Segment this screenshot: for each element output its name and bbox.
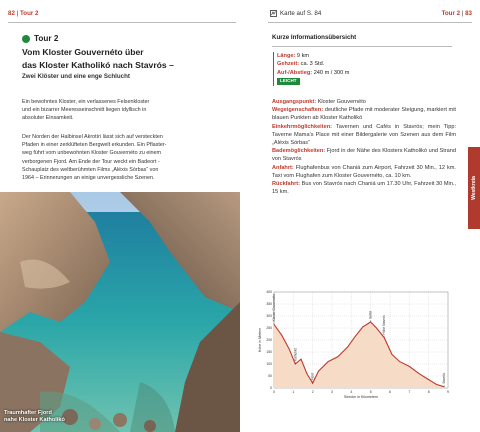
left-page-number: 82 [8,10,15,17]
map-icon [270,10,277,17]
detail-key: Einkehrmöglichkeiten: [272,123,332,130]
x-tick-label: 3 [331,390,333,394]
elevation-point [301,359,302,360]
elevation-point [318,371,319,372]
fact-value: ca. 3 Std. [300,61,325,68]
left-page-header [8,10,38,17]
x-tick-label: 2 [311,390,314,394]
elevation-point [337,356,338,357]
fact-time [277,60,349,68]
detail-value: Fjord in der Nähe des Klosters Katholikó und Strand von Stavrós [272,148,456,163]
y-tick-label: 100 [266,362,272,367]
annotation-label: Stavrós [442,372,447,384]
detail-value: Tavernen und Cafés in Stavrós; mein Tipp: Taverne Mama’s Place mit einer Bildergalerie von Szenen aus dem Film „Aléxis Sórbas“ [272,123,457,147]
lead-line: und ein bizarrer Meeresseinschnitt liegen idyllisch in [22,107,147,114]
left-header-label: Tour 2 [19,10,39,17]
x-tick-label: 0 [273,390,275,394]
x-tick-label: 9 [447,390,449,394]
green-dot-icon [22,35,30,43]
y-tick-label: 300 [266,314,272,319]
x-tick-labels [273,390,449,394]
x-tick-label: 5 [369,390,372,394]
fact-key: Gehzeit: [277,61,300,68]
annotation-label: Kloster Gouvernéto [272,293,276,322]
y-tick-label: 0 [270,386,272,391]
elevation-point [391,354,392,355]
tour-subtitle: Zwei Klöster und eine enge Schlucht [22,73,130,80]
detail-value: Bus von Stavrós nach Chaniá um 17.30 Uhr, Fahrzeit 30 Min., 15 km. [272,181,456,196]
detail-key: Wegeigenschaften: [272,107,324,114]
tour-label [22,34,58,43]
right-page-number: 83 [465,10,472,17]
detail-key: Rückfahrt: [272,181,300,188]
fact-key: Auf-/Abstieg: [277,69,313,76]
caption-line-1: Traumhafter Fjord [4,410,52,416]
lead-paragraph [22,98,227,123]
x-axis-label: Strecke in Kilometern [343,395,379,399]
body-line: 1964 – Erinnerungen an einige unvergessliche Szenen. [22,175,155,182]
detail-bathing [272,147,456,163]
elevation-point [376,328,377,329]
lead-line: absoluter Einsamkeit. [22,115,74,122]
detail-key: Bademöglichkeiten: [272,148,326,155]
detail-return [272,180,456,196]
x-tick-label: 7 [408,390,411,394]
map-reference [270,10,321,17]
body-line: weg führt vom unbewohnten Kloster Gouvernéto zu einem [22,150,162,157]
elevation-point [362,326,363,327]
elevation-point [328,361,329,362]
header-rule [8,22,236,23]
tour-details [272,98,456,196]
annotation-label: Fjord [310,372,315,381]
body-paragraph [22,133,227,182]
elevation-point [281,335,282,336]
detail-value: deutliche Pfade mit moderater Steigung, markiert mit blauen Punkten ab Kloster Katholikó [272,107,456,122]
photo-caption [4,410,65,424]
region-tab[interactable] [468,147,480,229]
info-heading: Kurze Informationsübersicht [272,34,357,41]
detail-value: Kloster Gouvernéto [317,99,366,105]
key-facts [273,52,349,86]
fact-key: Länge: [277,53,296,59]
detail-paths [272,106,456,122]
body-line: Pfaden in einer zerklüfteten Bergwelt erkunden. Ein Pflaster- [22,142,167,149]
detail-stops [272,123,456,148]
fact-ascent [277,69,349,77]
y-tick-label: 400 [266,290,272,295]
annotation-label: Katholikó [293,347,298,361]
annotation-label: Höhe Stavrós [382,315,387,335]
x-tick-label: 4 [350,390,353,394]
elevation-point [419,373,420,374]
elevation-profile-chart [258,286,456,406]
elevation-point [436,384,437,385]
right-page-header [442,10,472,17]
elevation-point [306,373,307,374]
y-tick-label: 250 [266,326,272,331]
x-tick-label: 6 [389,390,391,394]
region-tab-label: Westkreta [471,176,477,200]
detail-start [272,98,456,106]
fact-length [277,52,349,60]
body-line: Der Norden der Halbinsel Akrotíri lässt sich auf versteckten [22,134,163,140]
y-tick-label: 350 [266,302,272,307]
elevation-point [399,361,400,362]
y-axis-label: Höhe in Metern [258,327,262,353]
lead-line: Ein bewohntes Kloster, ein verlassenes Felsenkloster [22,99,150,105]
elevation-point [347,347,348,348]
info-rule [272,46,452,47]
elevation-point [355,336,356,337]
elevation-point [428,379,429,380]
fact-value: 240 m / 300 m [313,69,350,76]
fjord-photo [0,192,240,432]
y-tick-label: 150 [266,350,272,355]
fact-value: 9 km [296,53,310,59]
annotation-label: Sattel [368,310,373,319]
body-line: verborgenen Fjord. Am Ende der Tour weckt ein Badeort - [22,158,160,165]
tour-title [22,46,227,72]
title-line-2: das Kloster Katholikó nach Stavrós – [22,60,174,71]
y-tick-label: 200 [266,338,272,343]
elevation-point [289,349,290,350]
y-tick-label: 50 [268,374,272,379]
header-separator: | [16,10,19,17]
header-rule [268,22,472,23]
detail-key: Anfahrt: [272,164,294,171]
x-tick-label: 1 [292,390,295,394]
detail-arrival [272,164,456,180]
header-separator: | [461,10,464,17]
title-line-1: Vom Kloster Gouvernéto über [22,47,144,57]
fjord-photo-image [0,192,240,432]
elevation-point [409,366,410,367]
x-tick-label: 8 [427,390,430,394]
caption-line-2: nahe Kloster Katholikó [4,417,65,423]
detail-key: Ausgangspunkt: [272,99,317,105]
difficulty-badge: LEICHT [277,78,300,84]
detail-value: Flughafenbus von Chaniá zum Airport, Fahrzeit 30 Min., 12 km. Taxi vom Flughafen zum Kloster Gouvernéto, ca. 10 km. [272,164,456,179]
tour-label-text: Tour 2 [34,34,59,43]
body-line: Schauplatz des weltberühmten Films „Aléxis Sórbas“ von [22,166,159,173]
right-header-label: Tour 2 [441,10,461,17]
map-reference-text: Karte auf S. 84 [280,10,322,17]
